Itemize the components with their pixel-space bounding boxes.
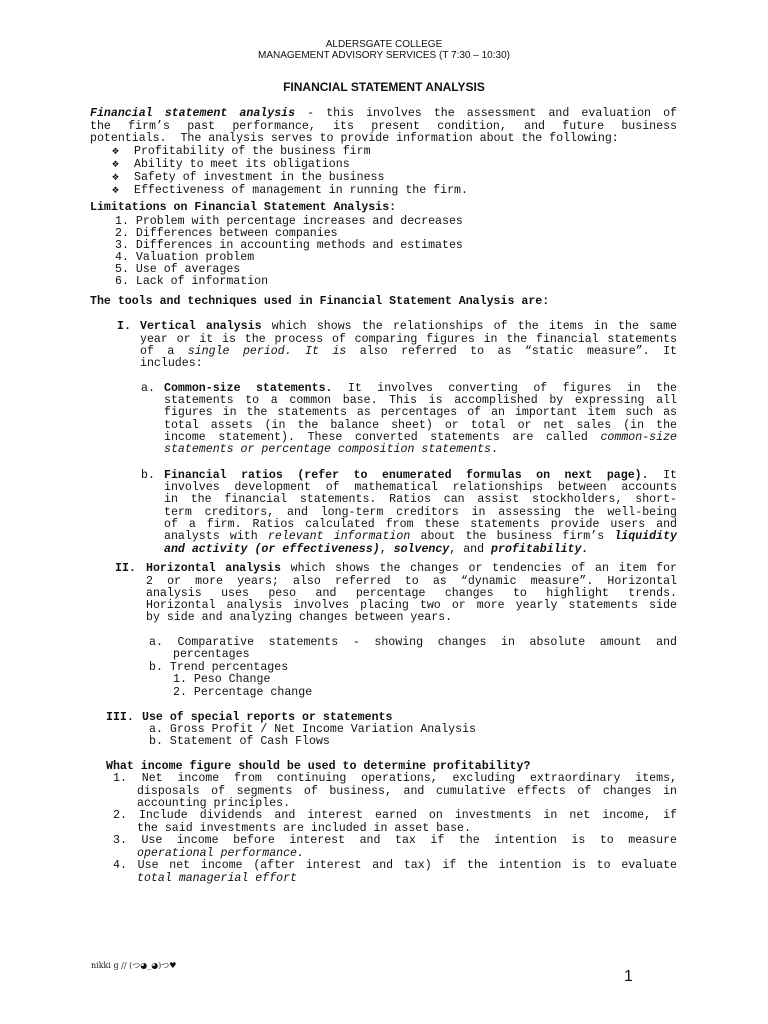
ratios-bold-italic: profitability. — [491, 543, 589, 556]
income-item-line: total managerial effort — [137, 872, 298, 885]
diamond-bullet-icon: ❖ — [112, 158, 119, 171]
special-title: Use of special reports or statements — [142, 711, 393, 724]
ratios-line-3: in the financial statements. Ratios can assist stockholders, short- — [164, 493, 677, 506]
ratios-bold-italic: solvency — [393, 543, 450, 556]
bullet-item — [112, 185, 468, 197]
intro-term: Financial statement analysis — [90, 107, 296, 120]
ratios-text: It — [648, 469, 678, 482]
common-size-line-3: figures in the statements as percentages of an important item such as — [164, 406, 677, 419]
common-size-text: . — [491, 443, 498, 456]
limitation-item: 5. Use of averages — [115, 263, 241, 276]
diamond-bullet-icon: ❖ — [112, 171, 119, 184]
ratios-bold-italic: liquidity — [614, 530, 678, 543]
vertical-text: which shows the relationships of the items in the same — [261, 320, 678, 333]
page-title: FINANCIAL STATEMENT ANALYSIS — [283, 80, 485, 94]
ratios-line-4: term creditors, and long-term creditors in assessing the well-being — [164, 506, 677, 519]
common-size-title: Common-size statements. — [164, 382, 333, 395]
income-item-line: 4. Use net income (after interest and tax) if the intention is to evaluate — [113, 859, 677, 872]
page-number: 1 — [624, 968, 633, 985]
vertical-line-3 — [140, 346, 677, 358]
ratios-text: , — [379, 543, 394, 556]
vertical-line-2: year or it is the process of comparing figures in the financial statements — [140, 333, 677, 346]
income-item-line: the said investments are included in asset base. — [137, 822, 471, 835]
horizontal-title: Horizontal analysis — [146, 562, 281, 575]
ratios-italic: relevant information — [267, 530, 411, 543]
limitations-heading: Limitations on Financial Statement Analysis: — [90, 201, 397, 214]
horizontal-line-1 — [146, 563, 677, 575]
income-item-line: 2. Include dividends and interest earned on investments in net income, if — [113, 809, 677, 822]
income-heading: What income figure should be used to determine profitability? — [106, 760, 531, 773]
income-item-line: 1. Net income from continuing operations, excluding extraordinary items, — [113, 772, 677, 785]
intro-line-1 — [90, 108, 677, 120]
comparative-line-2: percentages — [173, 648, 250, 661]
diamond-bullet-icon: ❖ — [112, 184, 119, 197]
common-size-line-4: total assets (in the balance sheet) or total or net sales (in the — [164, 419, 677, 432]
ratios-text: about the business firm’s — [410, 530, 615, 543]
limitation-item: 4. Valuation problem — [115, 251, 255, 264]
common-size-italic: statements or percentage composition statements — [164, 443, 491, 456]
ratios-text: analysts with — [164, 530, 268, 543]
vertical-line-4: includes: — [140, 357, 203, 370]
limitation-item: 6. Lack of information — [115, 275, 269, 288]
income-item-line: accounting principles. — [137, 797, 291, 810]
special-item: a. Gross Profit / Net Income Variation Analysis — [149, 723, 476, 736]
ratios-line-5: of a firm. Ratios calculated from these statements provide users and — [164, 518, 677, 531]
college-name: ALDERSGATE COLLEGE — [325, 39, 443, 50]
signature: nikki g // (つ◕_◕)つ♥ — [91, 961, 177, 970]
tools-heading: The tools and techniques used in Financial Statement Analysis are: — [90, 295, 550, 308]
limitation-item: 1. Problem with percentage increases and decreases — [115, 215, 463, 228]
horizontal-text: which shows the changes or tendencies of an item for — [280, 562, 677, 575]
bullet-item — [112, 146, 371, 158]
special-item: b. Statement of Cash Flows — [149, 735, 330, 748]
bullet-text: Safety of investment in the business — [134, 171, 385, 184]
income-item-line: 3. Use income before interest and tax if the intention is to measure — [113, 834, 677, 847]
common-size-text: income statement). These converted statements are called — [164, 431, 601, 444]
common-size-line-2: statements to a common base. This is accomplished by expressing all — [164, 394, 677, 407]
vertical-italic-text: single period. It is — [187, 345, 347, 358]
bullet-item — [112, 159, 350, 171]
limitation-item: 3. Differences in accounting methods and estimates — [115, 239, 463, 252]
section-number: I. — [117, 320, 131, 333]
sub-label: a. — [141, 382, 162, 395]
bullet-text: Ability to meet its obligations — [134, 158, 350, 171]
ratios-bold-italic: and activity (or effectiveness) — [164, 543, 380, 556]
common-size-line-6 — [164, 444, 498, 456]
diamond-bullet-icon: ❖ — [112, 145, 119, 158]
income-item-line: disposals of segments of business, and cumulative effects of changes in — [137, 785, 677, 798]
common-size-text: It involves converting of figures in the — [332, 382, 677, 395]
trend-item: 2. Percentage change — [173, 686, 313, 699]
intro-line-3: potentials. The analysis serves to provide information about the following: — [90, 132, 619, 145]
intro-text: - this involves the assessment and evaluation of — [295, 107, 677, 120]
income-item-line: operational performance. — [137, 847, 304, 860]
horizontal-line-2: 2 or more years; also referred to as “dynamic measure”. Horizontal — [146, 575, 677, 588]
sub-label: b. — [141, 469, 162, 482]
bullet-text: Profitability of the business firm — [134, 145, 371, 158]
section-number: II. — [115, 562, 136, 575]
trend-item: 1. Peso Change — [173, 673, 271, 686]
horizontal-line-3: analysis uses peso and percentage changes to highlight trends. — [146, 587, 677, 600]
ratios-title: Financial ratios (refer to enumerated formulas on next page). — [164, 469, 649, 482]
horizontal-line-4: Horizontal analysis involves placing two or more yearly statements side — [146, 599, 677, 612]
ratios-line-2: involves development of mathematical relationships between accounts — [164, 481, 677, 494]
intro-line-2: the firm’s past performance, its present condition, and future business — [90, 120, 677, 133]
bullet-item — [112, 172, 384, 184]
vertical-text: also referred to as “static measure”. It — [346, 345, 677, 358]
vertical-line-1 — [140, 321, 677, 333]
ratios-text: , and — [449, 543, 492, 556]
ratios-line-6 — [164, 531, 677, 543]
common-size-italic: common-size — [600, 431, 677, 444]
bullet-text: Effectiveness of management in running the firm. — [134, 184, 468, 197]
ratios-line-7 — [164, 544, 588, 556]
limitation-item: 2. Differences between companies — [115, 227, 338, 240]
course-name: MANAGEMENT ADVISORY SERVICES (T 7:30 – 10:30) — [258, 50, 510, 61]
vertical-text: of a — [140, 345, 188, 358]
trend-percentages: b. Trend percentages — [149, 661, 289, 674]
horizontal-line-5: by side and analyzing changes between years. — [146, 611, 453, 624]
section-number: III. — [106, 711, 134, 724]
comparative-line-1: a. Comparative statements - showing changes in absolute amount and — [149, 636, 677, 649]
vertical-title: Vertical analysis — [140, 320, 262, 333]
